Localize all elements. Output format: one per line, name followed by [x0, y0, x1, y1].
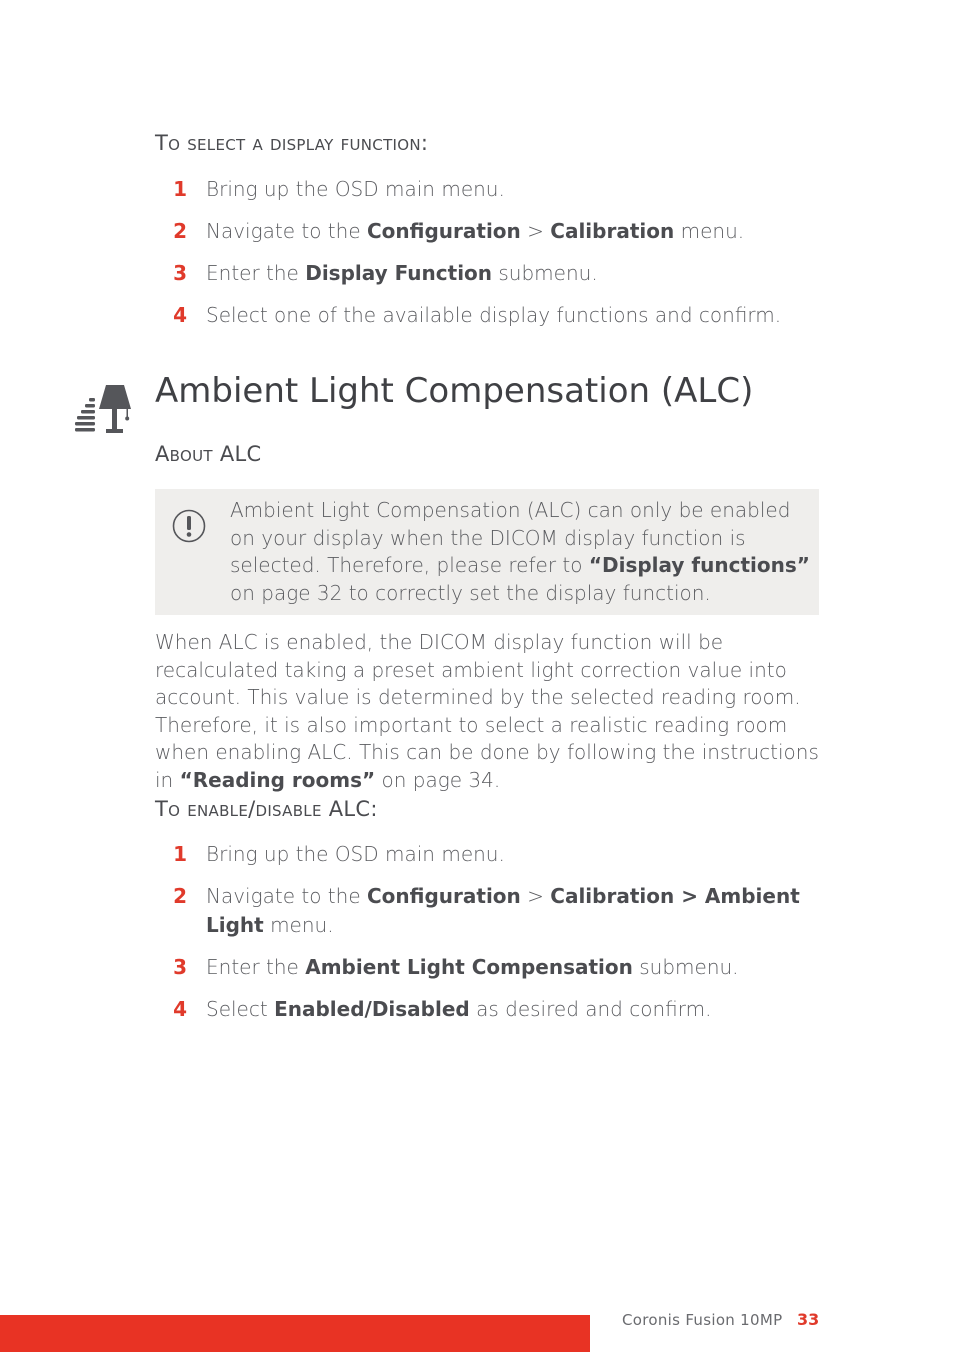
text-run: submenu.: [632, 955, 739, 979]
text-run: >: [520, 219, 551, 243]
step-number: 4: [173, 997, 187, 1021]
section-heading-about-alc: About ALC: [155, 442, 262, 466]
text-run: as desired and confirm.: [469, 997, 712, 1021]
text-run: >: [520, 884, 551, 908]
text-run: Bring up the OSD main menu.: [206, 842, 505, 866]
step-number: 2: [173, 219, 187, 243]
exclamation-icon: [172, 509, 206, 543]
text-run: Ambient Light Compensation (ALC) can only be enabled on your display when the DICOM display function is selected. Therefore, please refer to: [230, 498, 791, 577]
step-text: [206, 995, 806, 1024]
footer-accent-bar: [0, 1315, 590, 1352]
step-text: [206, 301, 806, 330]
step-number: 3: [173, 261, 187, 285]
step-text: [206, 882, 806, 940]
emphasis-text: Display Function: [305, 261, 493, 285]
text-run: Enter the: [206, 261, 306, 285]
text-run: menu.: [674, 219, 745, 243]
step-text: [206, 953, 806, 982]
note-box: [155, 489, 819, 615]
emphasis-text: Calibration: [550, 219, 675, 243]
emphasis-text: “Reading rooms”: [179, 767, 376, 792]
emphasis-text: Configuration: [367, 884, 521, 908]
text-run: Enter the: [206, 955, 306, 979]
step-text: [206, 840, 806, 869]
text-run: Select: [206, 997, 275, 1021]
step-text: [206, 259, 806, 288]
page-number: 33: [797, 1310, 820, 1329]
text-run: Navigate to the: [206, 884, 367, 908]
step-number: 4: [173, 303, 187, 327]
text-run: Select one of the available display functions and confirm.: [206, 303, 782, 327]
emphasis-text: “Display functions”: [588, 553, 810, 577]
step-number: 2: [173, 884, 187, 908]
note-text: [230, 497, 810, 607]
emphasis-text: Enabled/Disabled: [274, 997, 470, 1021]
section-heading-enable-disable-alc: To enable/disable ALC:: [155, 797, 378, 821]
page-title: Ambient Light Compensation (ALC): [155, 371, 754, 411]
emphasis-text: Calibration > Ambient Light: [206, 884, 800, 937]
lamp-icon: [74, 384, 136, 436]
footer-document-title: Coronis Fusion 10MP: [622, 1311, 783, 1329]
text-run: menu.: [263, 913, 334, 937]
step-text: [206, 175, 806, 204]
step-number: 1: [173, 842, 187, 866]
text-run: submenu.: [492, 261, 598, 285]
emphasis-text: Configuration: [367, 219, 521, 243]
step-text: [206, 217, 806, 246]
emphasis-text: Ambient Light Compensation: [305, 955, 633, 979]
text-run: Bring up the OSD main menu.: [206, 177, 505, 201]
text-run: on page 34.: [375, 767, 501, 792]
section-heading-select-display-function: To select a display function:: [155, 131, 429, 155]
step-number: 3: [173, 955, 187, 979]
text-run: on page 32 to correctly set the display function.: [230, 580, 711, 605]
text-run: When ALC is enabled, the DICOM display function will be recalculated taking a preset ambient light correction value into account. This value is determined by the selected reading room. Therefore, it is also important to select a realistic reading room when enabling ALC. This can be done by following the instructions in: [155, 630, 819, 792]
text-run: Navigate to the: [206, 219, 367, 243]
step-number: 1: [173, 177, 187, 201]
body-paragraph: [155, 629, 825, 794]
